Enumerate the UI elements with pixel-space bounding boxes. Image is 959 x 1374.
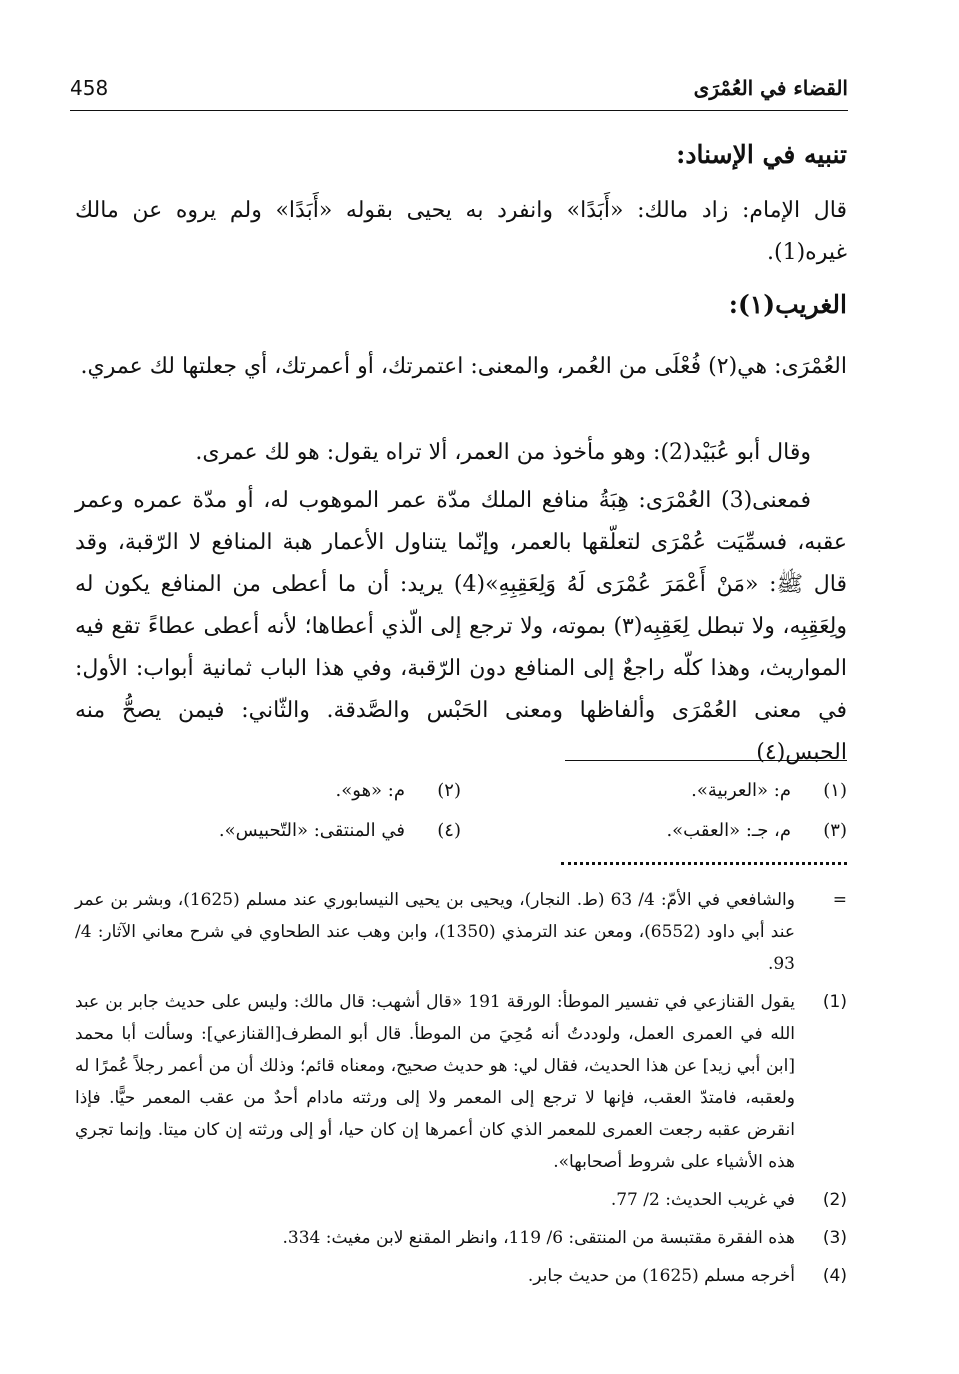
footnote-text: هذه الفقرة مقتبسة من المنتقى: 6/ 119، وانظر المقنع لابن مغيث: 334. (282, 1228, 795, 1248)
apparatus-note (461, 780, 847, 801)
footnotes (75, 884, 847, 1298)
apparatus-note-text: في المنتقى: «التّحبيس». (218, 819, 405, 841)
footnote-number: (1) (822, 992, 847, 1012)
apparatus-row (75, 770, 847, 810)
footnote-item (75, 986, 847, 1178)
footnote-number: = (832, 890, 847, 910)
apparatus-note (75, 820, 461, 841)
section-heading-gharib: الغريب(١): (728, 290, 847, 319)
paragraph-umra-definition: العُمْرَى: هي(٢) فُعْلَى من العُمر، والمعنى: اعتمرتك، أو أعمرتك، أي جعلتها لك عمري. (80, 354, 847, 379)
footnote-number: (4) (822, 1266, 847, 1286)
critical-apparatus (75, 770, 847, 850)
footnote-item (75, 1222, 847, 1254)
footnote-text: في غريب الحديث: 2/ 77. (610, 1190, 795, 1210)
apparatus-note (461, 820, 847, 841)
footnote-text: والشافعي في الأمّ: 4/ 63 (ط. النجار)، ويحيى بن يحيى النيسابوري عند مسلم (1625)، وبشر بن عمر عند أبي داود (6552)، ومعن عند الترمذي (1350)، وابن وهب عند الطحاوي في شرح معاني الآثار: 4/ 93. (75, 890, 795, 974)
apparatus-note-text: م: «العربية». (691, 779, 791, 801)
page-number: 458 (70, 76, 109, 100)
apparatus-note (75, 780, 461, 801)
paragraph-abu-ubayd: وقال أبو عُبَيْد(2): وهو مأخوذ من العمر، ألا تراه يقول: هو لك عمرى. (195, 440, 811, 465)
apparatus-note-text: م، جـ: «العقب». (666, 819, 791, 841)
apparatus-note-number: (١) (823, 779, 847, 801)
footnote-text: أخرجه مسلم (1625) من حديث جابر. (527, 1266, 795, 1286)
footnotes-divider (561, 862, 847, 865)
footnote-number: (2) (822, 1190, 847, 1210)
footnote-item (75, 1260, 847, 1292)
apparatus-note-number: (٤) (437, 819, 461, 841)
running-header (70, 74, 848, 111)
footnote-item (75, 1184, 847, 1216)
running-title: القضاء في العُمْرَى (693, 76, 848, 100)
footnote-number: (3) (822, 1228, 847, 1248)
paragraph-isnad: قال الإمام: زاد مالك: «أَبَدًا» وانفرد به يحيى بقوله «أَبَدًا» ولم يروه عن مالك غيره(1). (75, 198, 847, 265)
footnote-text: يقول القنازعي في تفسير الموطأ: الورقة 191 «قال أشهب: قال مالك: وليس على حديث جابر بن عبد الله في العمرى العمل، ولوددتُ أنه مُحِيَ من الموطأ. قال أبو المطرف[القنازعي]: وسألت أبا محمد [ابن أبي زيد] عن هذا الحديث، فقال لي: هو حديث صحيح، ومعناه قائم؛ وذلك أن من أعمر رجلاً عُمرًا له ولعقبه، فامتدّ العقب، فإنها لا ترجع إلى المعمر ولا إلى ورثته مادام أحدٌ من عقب المعمر حيًّا. فإذا انقرض عقبه رجعت العمرى للمعمر الذي كان أعمرها إن كان حيا، أو إلى ورثته إن كان ميتا. وإنما تجري هذه الأشياء على شروط أصحابها». (75, 992, 795, 1172)
apparatus-note-number: (٢) (437, 779, 461, 801)
apparatus-note-number: (٣) (823, 819, 847, 841)
apparatus-row (75, 810, 847, 850)
footnote-item (75, 884, 847, 980)
apparatus-note-text: م: «هو». (335, 779, 405, 801)
section-heading-isnad: تنبيه في الإسناد: (676, 140, 847, 169)
paragraph-umra-meaning: فمعنى(3) العُمْرَى: هِبَةُ منافع الملك مدّة عمر الموهوب له، أو مدّة عمره وعمر عقبه، فسمِّيَت عُمْرَى لتعلّقها بالعمر، وإنّما يتناول الأعمار هبة المنافع لا الرّقبة، وقد قال ﷺ: «مَنْ أَعْمَرَ عُمْرَى لَهُ وَلِعَقِبِهِ»(4) يريد: أن ما أعطى من المنافع يكون له ولِعَقِبِه، ولا تبطل لِعَقِبِه(٣) بموته، ولا ترجع إلى الّذي أعطاها؛ لأنه أعطى عطاءً تقع فيه المواريث، وهذا كلّه راجعٌ إلى المنافع دون الرّقبة، وفي هذا الباب ثمانية أبواب: الأول: في معنى العُمْرَى وألفاظها ومعنى الحَبْس والصَّدقة. والثّاني: فيمن يصحُّ منه الحبس(٤) (75, 488, 848, 765)
apparatus-divider (565, 760, 847, 761)
